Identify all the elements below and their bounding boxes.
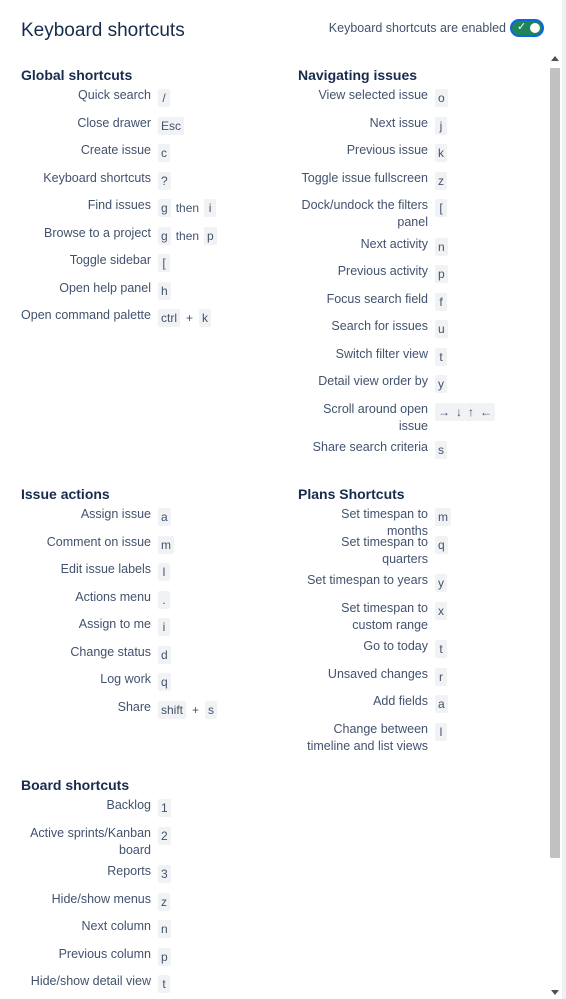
- shortcut-row-backlog: [21, 796, 171, 824]
- key-cap: shift: [158, 701, 186, 719]
- scroll-down-arrow-icon[interactable]: [551, 990, 559, 995]
- shortcut-row-open-command-palette: [21, 306, 217, 334]
- shortcut-label: Next issue: [369, 115, 428, 130]
- shortcut-list: [298, 505, 451, 758]
- background-edge: [562, 0, 566, 999]
- shortcut-row-assign-issue: [21, 505, 217, 533]
- shortcut-label: View selected issue: [318, 88, 428, 102]
- shortcut-list: [21, 505, 217, 725]
- page-title: Keyboard shortcuts: [21, 20, 185, 41]
- shortcut-label: Set timespan to custom range: [341, 600, 428, 632]
- shortcut-keys: [158, 533, 174, 554]
- shortcut-keys: [435, 400, 495, 421]
- shortcut-keys: [158, 862, 171, 883]
- section-issue-actions: [21, 486, 217, 725]
- shortcut-row-detail-view-order-by: [298, 372, 495, 400]
- shortcut-row-edit-issue-labels: [21, 560, 217, 588]
- shortcut-row-reports: [21, 862, 171, 890]
- key-then-separator: then: [175, 201, 200, 215]
- shortcut-label: Open help panel: [59, 280, 151, 295]
- shortcut-keys: [158, 279, 171, 300]
- shortcut-row-unsaved-changes: [298, 665, 451, 693]
- shortcut-keys: [435, 86, 448, 107]
- shortcut-row-dock-undock-the-filters-panel: [298, 196, 495, 235]
- shortcut-label: Comment on issue: [46, 534, 151, 549]
- key-cap: m: [435, 508, 451, 526]
- key-then-separator: then: [175, 228, 200, 243]
- shortcut-keys: [158, 588, 170, 609]
- shortcut-row-search-for-issues: [298, 317, 495, 345]
- shortcut-row-comment-on-issue: [21, 533, 217, 561]
- scroll-up-arrow-icon[interactable]: [551, 56, 559, 61]
- shortcut-keys: [158, 505, 171, 526]
- shortcut-keys: [158, 86, 170, 107]
- key-cap: p: [435, 265, 448, 283]
- shortcut-label: Search for issues: [331, 319, 428, 333]
- key-cap: i: [158, 618, 170, 636]
- shortcut-row-set-timespan-to-years: [298, 571, 451, 599]
- shortcut-row-toggle-sidebar: [21, 251, 217, 279]
- shortcut-keys: [158, 615, 170, 636]
- shortcut-row-add-fields: [298, 692, 451, 720]
- key-cap: a: [435, 695, 448, 713]
- shortcut-row-next-activity: [298, 235, 495, 263]
- shortcut-keys: [158, 251, 170, 272]
- shortcut-row-create-issue: [21, 141, 217, 169]
- shortcut-keys: [158, 698, 217, 719]
- shortcut-row-share: [21, 698, 217, 726]
- shortcut-list: [21, 86, 217, 334]
- scrollbar[interactable]: [549, 54, 561, 999]
- shortcut-keys: [435, 571, 447, 592]
- check-icon: ✓: [517, 21, 527, 33]
- shortcut-keys: [158, 917, 171, 938]
- key-cap: l: [435, 723, 447, 741]
- key-cap: y: [435, 375, 447, 393]
- shortcut-keys: [158, 306, 211, 327]
- shortcut-label: Browse to a project: [44, 225, 151, 240]
- shortcut-label: Switch filter view: [335, 346, 428, 361]
- shortcut-row-change-status: [21, 643, 217, 671]
- key-cap: i: [204, 199, 216, 217]
- key-cap: h: [158, 282, 171, 300]
- shortcut-row-set-timespan-to-custom-range: [298, 599, 451, 638]
- shortcut-list: [21, 796, 171, 999]
- shortcut-keys: [435, 141, 447, 162]
- shortcut-label: Change status: [70, 644, 151, 659]
- shortcut-label: Find issues: [87, 198, 151, 212]
- key-cap: ?: [158, 172, 171, 190]
- key-cap: s: [435, 441, 447, 459]
- shortcut-label: Hide/show menus: [51, 891, 151, 906]
- shortcut-label: Open command palette: [21, 308, 151, 322]
- shortcut-row-previous-activity: [298, 262, 495, 290]
- shortcut-row-share-search-criteria: [298, 438, 495, 466]
- shortcut-label: Next column: [81, 919, 151, 933]
- shortcuts-toggle-control: [329, 19, 544, 37]
- shortcut-label: Quick search: [78, 88, 151, 102]
- section-navigating-issues: [298, 67, 495, 466]
- key-cap: r: [435, 668, 447, 686]
- shortcut-keys: [158, 945, 171, 966]
- key-cap: q: [158, 673, 171, 691]
- key-cap: p: [158, 948, 171, 966]
- shortcut-keys: [435, 290, 447, 311]
- shortcut-keys: [435, 720, 447, 741]
- shortcut-keys: [158, 141, 170, 162]
- shortcut-keys: [435, 599, 447, 620]
- shortcut-keys: [435, 262, 448, 283]
- shortcut-row-find-issues: [21, 196, 217, 224]
- shortcut-label: Go to today: [363, 639, 428, 653]
- shortcut-row-hide-show-menus: [21, 890, 171, 918]
- key-cap: n: [435, 238, 448, 256]
- shortcut-keys: [435, 169, 447, 190]
- section-plans-shortcuts: [298, 486, 451, 758]
- key-cap: u: [435, 320, 448, 338]
- section-board-shortcuts: [21, 777, 171, 999]
- shortcut-row-next-issue: [298, 114, 495, 142]
- shortcut-row-assign-to-me: [21, 615, 217, 643]
- shortcut-keys: [158, 114, 184, 135]
- key-cap: s: [205, 701, 217, 719]
- shortcut-row-previous-issue: [298, 141, 495, 169]
- key-cap: ↑: [465, 403, 477, 421]
- key-cap: [: [435, 199, 447, 217]
- shortcut-keys: [435, 317, 448, 338]
- key-cap: t: [435, 640, 447, 658]
- shortcut-row-hide-show-detail-view: [21, 972, 171, 999]
- key-cap: [: [158, 254, 170, 272]
- shortcut-keys: [158, 224, 217, 245]
- shortcut-keys: [158, 169, 171, 190]
- shortcut-row-set-timespan-to-quarters: [298, 533, 451, 572]
- shortcut-keys: [435, 505, 451, 526]
- shortcut-row-browse-to-a-project: [21, 224, 217, 252]
- key-cap: 2: [158, 827, 171, 845]
- shortcut-row-switch-filter-view: [298, 345, 495, 373]
- section-heading: Board shortcuts: [21, 777, 130, 793]
- shortcut-label: Set timespan to quarters: [341, 534, 428, 566]
- key-plus-separator: +: [186, 311, 194, 325]
- shortcut-label: Share: [117, 699, 151, 714]
- shortcut-row-keyboard-shortcuts: [21, 169, 217, 197]
- shortcut-label: Active sprints/Kanban board: [30, 825, 151, 857]
- shortcut-label: Assign to me: [78, 617, 151, 631]
- key-cap: 1: [158, 799, 171, 817]
- shortcut-keys: [158, 560, 170, 581]
- key-cap: z: [435, 172, 447, 190]
- shortcut-label: Next activity: [360, 236, 428, 251]
- toggle-label: Keyboard shortcuts are enabled: [328, 21, 506, 35]
- scrollbar-thumb[interactable]: [550, 68, 560, 858]
- key-cap: k: [435, 144, 447, 162]
- shortcut-keys: [435, 372, 447, 393]
- key-cap: /: [158, 89, 170, 107]
- shortcut-row-quick-search: [21, 86, 217, 114]
- shortcut-label: Add fields: [373, 694, 428, 708]
- key-cap: Esc: [158, 117, 184, 135]
- shortcut-keys: [435, 114, 447, 135]
- shortcut-row-next-column: [21, 917, 171, 945]
- key-cap: z: [158, 893, 170, 911]
- key-cap: .: [158, 591, 170, 609]
- shortcut-label: Actions menu: [75, 589, 151, 604]
- shortcut-keys: [435, 665, 447, 686]
- key-cap: ctrl: [158, 309, 180, 327]
- key-cap: ←: [477, 403, 495, 421]
- key-cap: g: [158, 199, 171, 217]
- shortcut-keys: [158, 643, 171, 664]
- shortcut-label: Previous activity: [337, 264, 428, 278]
- shortcut-label: Edit issue labels: [60, 562, 151, 576]
- key-cap: m: [158, 536, 174, 554]
- shortcut-row-active-sprints-kanban-board: [21, 824, 171, 863]
- shortcut-keys: [158, 796, 171, 817]
- key-cap: x: [435, 602, 447, 620]
- section-heading: Navigating issues: [298, 67, 418, 83]
- key-cap: t: [435, 348, 447, 366]
- shortcut-label: Change between timeline and list views: [307, 721, 428, 753]
- shortcut-keys: [435, 438, 447, 459]
- shortcut-label: Detail view order by: [318, 374, 428, 388]
- key-cap: 3: [158, 865, 171, 883]
- shortcut-row-go-to-today: [298, 637, 451, 665]
- shortcuts-enabled-toggle[interactable]: [510, 19, 544, 37]
- key-cap: t: [158, 975, 170, 993]
- shortcut-row-toggle-issue-fullscreen: [298, 169, 495, 197]
- key-cap: g: [158, 227, 171, 245]
- key-cap: k: [199, 309, 211, 327]
- shortcut-keys: [435, 235, 448, 256]
- shortcut-row-change-between-timeline-and-list-views: [298, 720, 451, 759]
- shortcut-keys: [158, 196, 216, 217]
- shortcut-label: Dock/undock the filters panel: [301, 198, 428, 229]
- shortcut-label: Toggle issue fullscreen: [301, 170, 428, 185]
- section-heading: Issue actions: [21, 486, 110, 502]
- key-cap: d: [158, 646, 171, 664]
- shortcut-label: Focus search field: [326, 291, 428, 306]
- shortcut-label: Keyboard shortcuts: [43, 170, 151, 185]
- shortcut-label: Share search criteria: [312, 440, 428, 454]
- shortcut-list: [298, 86, 495, 466]
- key-cap: p: [204, 227, 217, 245]
- shortcut-keys: [435, 196, 447, 217]
- key-cap: l: [158, 563, 170, 581]
- shortcut-label: Set timespan to months: [341, 507, 428, 538]
- key-cap: c: [158, 144, 170, 162]
- shortcut-row-close-drawer: [21, 114, 217, 142]
- key-cap: ↓: [453, 403, 465, 421]
- shortcut-keys: [158, 670, 171, 691]
- key-cap: f: [435, 293, 447, 311]
- shortcut-keys: [158, 824, 171, 845]
- shortcut-label: Scroll around open issue: [323, 401, 428, 433]
- shortcut-label: Toggle sidebar: [69, 253, 151, 267]
- shortcut-label: Unsaved changes: [327, 666, 428, 681]
- key-cap: a: [158, 508, 171, 526]
- shortcut-label: Log work: [100, 672, 151, 686]
- shortcut-label: Previous column: [58, 946, 151, 961]
- key-plus-separator: +: [192, 702, 200, 717]
- shortcut-row-log-work: [21, 670, 217, 698]
- shortcut-label: Reports: [107, 864, 151, 878]
- shortcut-row-scroll-around-open-issue: [298, 400, 495, 439]
- key-cap: o: [435, 89, 448, 107]
- shortcut-label: Hide/show detail view: [30, 974, 151, 988]
- shortcut-row-open-help-panel: [21, 279, 217, 307]
- shortcut-row-previous-column: [21, 945, 171, 973]
- shortcut-keys: [158, 972, 170, 993]
- shortcut-row-view-selected-issue: [298, 86, 495, 114]
- shortcut-label: Previous issue: [346, 143, 428, 157]
- shortcut-label: Assign issue: [80, 507, 151, 521]
- shortcut-keys: [158, 890, 170, 911]
- section-heading: Plans Shortcuts: [298, 486, 405, 502]
- section-heading: Global shortcuts: [21, 67, 133, 83]
- toggle-knob: [530, 23, 540, 33]
- shortcut-label: Close drawer: [77, 115, 151, 130]
- key-cap: y: [435, 574, 447, 592]
- shortcut-keys: [435, 345, 447, 366]
- shortcut-row-focus-search-field: [298, 290, 495, 318]
- shortcut-label: Set timespan to years: [307, 573, 428, 587]
- key-cap: q: [435, 536, 448, 554]
- shortcut-label: Backlog: [106, 798, 151, 812]
- key-cap: n: [158, 920, 171, 938]
- shortcut-label: Create issue: [80, 143, 151, 157]
- shortcut-row-set-timespan-to-months: [298, 505, 451, 538]
- key-cap: →: [435, 403, 453, 421]
- key-cap: j: [435, 117, 447, 135]
- shortcut-row-actions-menu: [21, 588, 217, 616]
- shortcut-keys: [435, 533, 448, 554]
- section-global-shortcuts: [21, 67, 217, 334]
- shortcut-keys: [435, 637, 447, 658]
- shortcut-keys: [435, 692, 448, 713]
